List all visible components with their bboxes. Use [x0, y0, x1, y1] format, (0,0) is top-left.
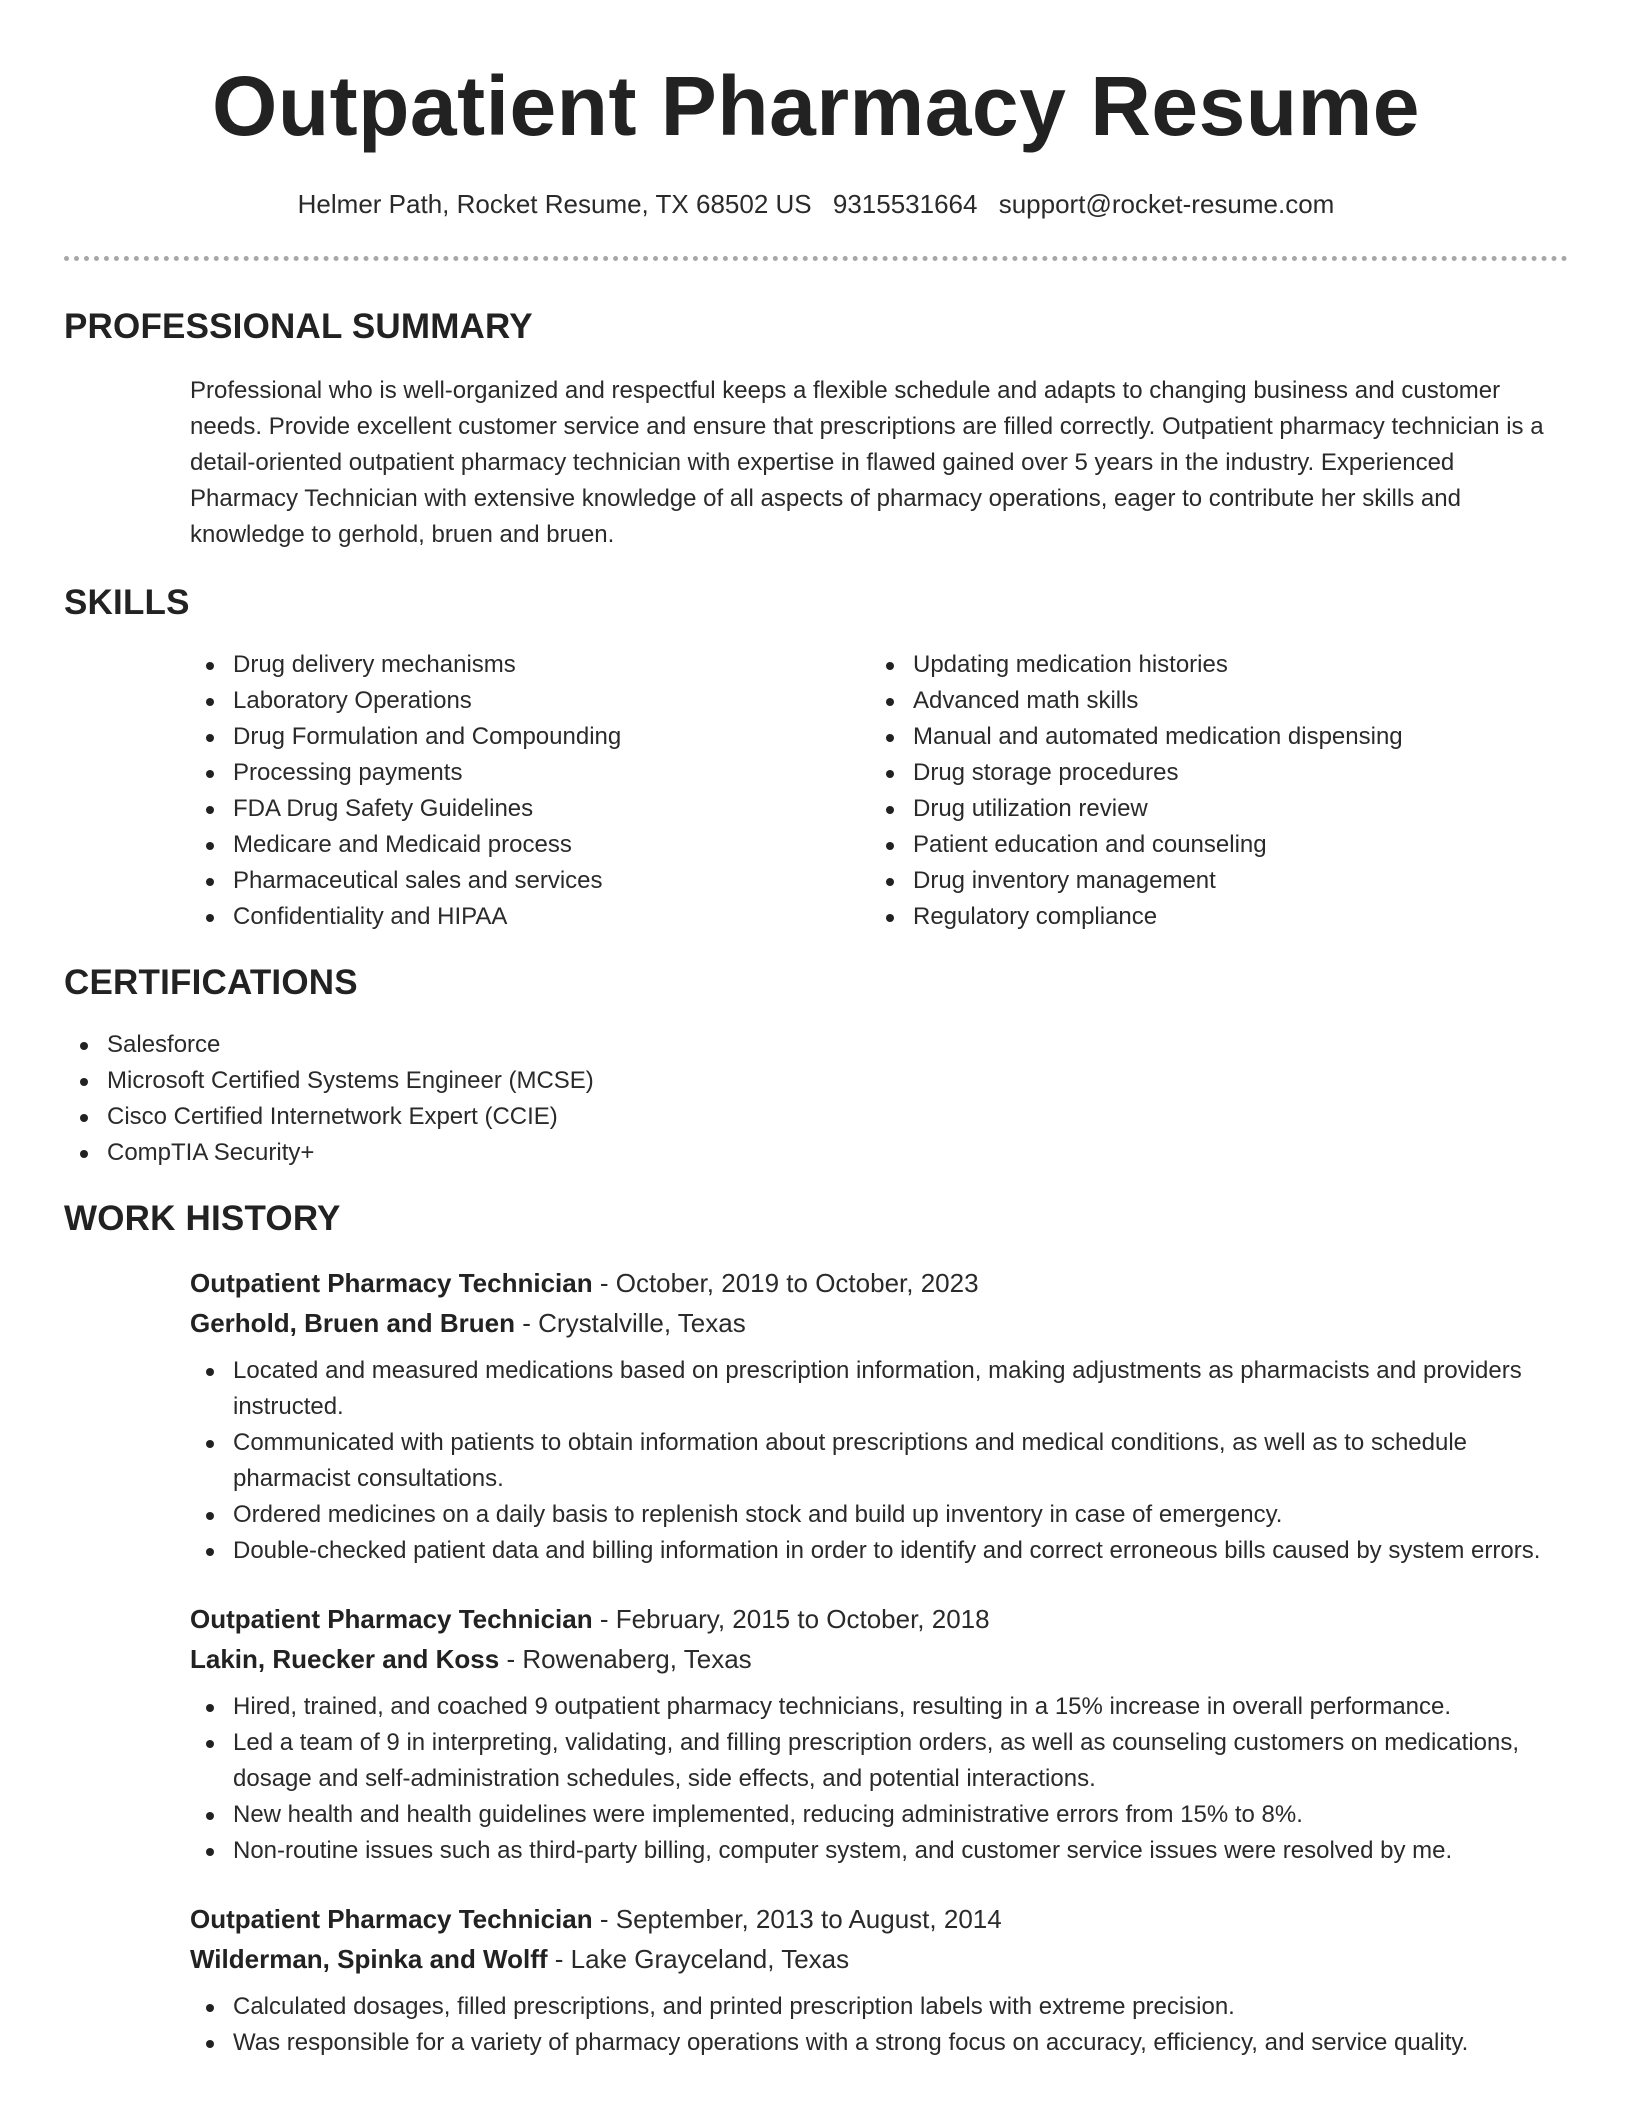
job-bullets	[190, 1353, 1568, 1569]
skill-item: Regulatory compliance	[870, 899, 1550, 935]
job-bullet: Led a team of 9 in interpreting, validating, and filling prescription orders, as well as counseling customers on medications, dosage and self-administration schedules, side effects, and potential interactions.	[190, 1725, 1568, 1797]
skill-item: Drug Formulation and Compounding	[190, 719, 870, 755]
skills-right-list	[870, 647, 1550, 935]
contact-email: support@rocket-resume.com	[998, 189, 1335, 219]
resume-title: Outpatient Pharmacy Resume	[211, 59, 1421, 153]
work-history-section	[64, 1197, 1568, 2061]
job-location: - Crystalville, Texas	[515, 1308, 746, 1338]
job-bullets	[190, 1989, 1568, 2061]
skill-item: FDA Drug Safety Guidelines	[190, 791, 870, 827]
job-entry	[190, 1599, 1568, 1869]
skill-item: Drug delivery mechanisms	[190, 647, 870, 683]
summary-heading: PROFESSIONAL SUMMARY	[64, 307, 533, 346]
job-title: Outpatient Pharmacy Technician	[190, 1604, 593, 1634]
job-location: - Rowenaberg, Texas	[499, 1644, 752, 1674]
skills-left-list	[190, 647, 870, 935]
summary-text: Professional who is well-organized and respectful keeps a flexible schedule and adapts to changing business and customer needs. Provide excellent customer service and ensure that prescriptions are filled correctly. Outpatient pharmacy technician is a detail-oriented outpatient pharmacy technician with expertise in flawed gained over 5 years in the industry. Experienced Pharmacy Technician with extensive knowledge of all aspects of pharmacy operations, eager to contribute her skills and knowledge to gerhold, bruen and bruen.	[190, 377, 1544, 548]
skills-right-column	[870, 647, 1550, 935]
skill-item: Medicare and Medicaid process	[190, 827, 870, 863]
certification-item: Microsoft Certified Systems Engineer (MCSE)	[64, 1063, 1568, 1099]
certifications-list	[64, 1027, 1568, 1171]
job-bullet: Hired, trained, and coached 9 outpatient pharmacy technicians, resulting in a 15% increase in overall performance.	[190, 1689, 1568, 1725]
job-title: Outpatient Pharmacy Technician	[190, 1268, 593, 1298]
contact-line	[64, 186, 1568, 222]
skills-section	[64, 581, 1568, 935]
job-bullet: Was responsible for a variety of pharmacy operations with a strong focus on accuracy, efficiency, and service quality.	[190, 2025, 1568, 2061]
summary-section	[64, 305, 1568, 553]
job-title-line	[190, 1263, 1568, 1303]
skill-item: Updating medication histories	[870, 647, 1550, 683]
header-divider	[64, 256, 1568, 261]
job-company: Lakin, Ruecker and Koss	[190, 1644, 500, 1674]
skill-item: Drug inventory management	[870, 863, 1550, 899]
contact-phone: 9315531664	[832, 189, 978, 219]
certifications-section	[64, 961, 1568, 1171]
job-location: - Lake Grayceland, Texas	[547, 1944, 850, 1974]
job-bullet: Double-checked patient data and billing information in order to identify and correct erroneous bills caused by system errors.	[190, 1533, 1568, 1569]
skill-item: Drug storage procedures	[870, 755, 1550, 791]
job-company: Wilderman, Spinka and Wolff	[190, 1944, 548, 1974]
certifications-heading: CERTIFICATIONS	[64, 963, 358, 1002]
job-bullets	[190, 1689, 1568, 1869]
skills-left-column	[190, 647, 870, 935]
skill-item: Patient education and counseling	[870, 827, 1550, 863]
job-company-line	[190, 1939, 1568, 1979]
skills-heading: SKILLS	[64, 583, 190, 622]
job-bullet: Located and measured medications based on prescription information, making adjustments as pharmacists and providers instructed.	[190, 1353, 1568, 1425]
work-history-heading: WORK HISTORY	[64, 1199, 341, 1238]
certification-item: Salesforce	[64, 1027, 1568, 1063]
skill-item: Pharmaceutical sales and services	[190, 863, 870, 899]
skills-columns	[190, 647, 1568, 935]
job-title-line	[190, 1599, 1568, 1639]
job-dates: - February, 2015 to October, 2018	[592, 1604, 990, 1634]
job-company-line	[190, 1639, 1568, 1679]
job-dates: - October, 2019 to October, 2023	[592, 1268, 979, 1298]
job-company: Gerhold, Bruen and Bruen	[190, 1308, 516, 1338]
skill-item: Laboratory Operations	[190, 683, 870, 719]
job-title: Outpatient Pharmacy Technician	[190, 1904, 593, 1934]
skill-item: Advanced math skills	[870, 683, 1550, 719]
certification-item: CompTIA Security+	[64, 1135, 1568, 1171]
job-bullet: Communicated with patients to obtain information about prescriptions and medical conditions, as well as to schedule pharmacist consultations.	[190, 1425, 1568, 1497]
skill-item: Manual and automated medication dispensing	[870, 719, 1550, 755]
certification-item: Cisco Certified Internetwork Expert (CCIE)	[64, 1099, 1568, 1135]
job-title-line	[190, 1899, 1568, 1939]
skill-item: Processing payments	[190, 755, 870, 791]
skill-item: Drug utilization review	[870, 791, 1550, 827]
job-entry	[190, 1899, 1568, 2061]
job-company-line	[190, 1303, 1568, 1343]
contact-address: Helmer Path, Rocket Resume, TX 68502 US	[297, 189, 812, 219]
job-dates: - September, 2013 to August, 2014	[592, 1904, 1002, 1934]
skill-item: Confidentiality and HIPAA	[190, 899, 870, 935]
job-bullet: Ordered medicines on a daily basis to replenish stock and build up inventory in case of emergency.	[190, 1497, 1568, 1533]
job-bullet: New health and health guidelines were implemented, reducing administrative errors from 15% to 8%.	[190, 1797, 1568, 1833]
job-bullet: Calculated dosages, filled prescriptions, and printed prescription labels with extreme precision.	[190, 1989, 1568, 2025]
job-entry	[190, 1263, 1568, 1569]
job-bullet: Non-routine issues such as third-party billing, computer system, and customer service issues were resolved by me.	[190, 1833, 1568, 1869]
